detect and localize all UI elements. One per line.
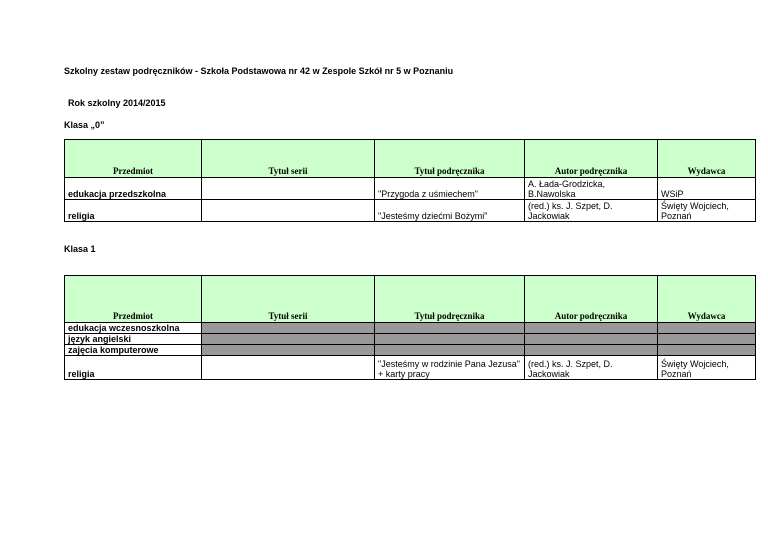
cell-book: "Jesteśmy dziećmi Bożymi" (375, 200, 525, 222)
cell-subject: edukacja przedszkolna (65, 178, 202, 200)
header-wydawca: Wydawca (658, 276, 756, 323)
cell-series (202, 178, 375, 200)
header-przedmiot: Przedmiot (65, 140, 202, 178)
cell-series (202, 323, 375, 334)
cell-subject: edukacja wczesnoszkolna (65, 323, 202, 334)
cell-series (202, 356, 375, 380)
table-row (65, 334, 756, 345)
cell-book: "Przygoda z uśmiechem" (375, 178, 525, 200)
section-heading-klasa-0: Klasa „0” (64, 120, 105, 130)
header-autor: Autor podręcznika (525, 276, 658, 323)
table-row (65, 200, 756, 222)
table-klasa-0 (64, 139, 756, 222)
cell-book (375, 345, 525, 356)
school-year: Rok szkolny 2014/2015 (68, 98, 166, 108)
section-heading-klasa-1: Klasa 1 (64, 244, 96, 254)
header-wydawca: Wydawca (658, 140, 756, 178)
table-row (65, 323, 756, 334)
cell-subject: język angielski (65, 334, 202, 345)
cell-author (525, 345, 658, 356)
cell-publisher: Święty Wojciech, Poznań (658, 200, 756, 222)
table-klasa-1 (64, 275, 756, 380)
cell-subject: religia (65, 200, 202, 222)
cell-author: (red.) ks. J. Szpet, D. Jackowiak (525, 200, 658, 222)
cell-author: A. Łada-Grodzicka, B.Nawolska (525, 178, 658, 200)
cell-series (202, 200, 375, 222)
header-przedmiot: Przedmiot (65, 276, 202, 323)
cell-publisher (658, 323, 756, 334)
cell-author (525, 334, 658, 345)
table-row (65, 178, 756, 200)
cell-series (202, 345, 375, 356)
header-tytul-serii: Tytuł serii (202, 276, 375, 323)
header-tytul-podrecznika: Tytuł podręcznika (375, 276, 525, 323)
cell-subject: religia (65, 356, 202, 380)
table-header-row (65, 276, 756, 323)
cell-subject: zajęcia komputerowe (65, 345, 202, 356)
cell-publisher (658, 345, 756, 356)
cell-book: "Jesteśmy w rodzinie Pana Jezusa" + karty pracy (375, 356, 525, 380)
cell-book (375, 323, 525, 334)
cell-publisher: Święty Wojciech, Poznań (658, 356, 756, 380)
cell-book (375, 334, 525, 345)
table-header-row (65, 140, 756, 178)
header-tytul-podrecznika: Tytuł podręcznika (375, 140, 525, 178)
document-title: Szkolny zestaw podręczników - Szkoła Podstawowa nr 42 w Zespole Szkół nr 5 w Poznaniu (64, 66, 454, 76)
cell-publisher: WSiP (658, 178, 756, 200)
cell-author (525, 323, 658, 334)
table-row (65, 356, 756, 380)
header-autor: Autor podręcznika (525, 140, 658, 178)
table-row (65, 345, 756, 356)
header-tytul-serii: Tytuł serii (202, 140, 375, 178)
cell-series (202, 334, 375, 345)
cell-publisher (658, 334, 756, 345)
cell-author: (red.) ks. J. Szpet, D. Jackowiak (525, 356, 658, 380)
